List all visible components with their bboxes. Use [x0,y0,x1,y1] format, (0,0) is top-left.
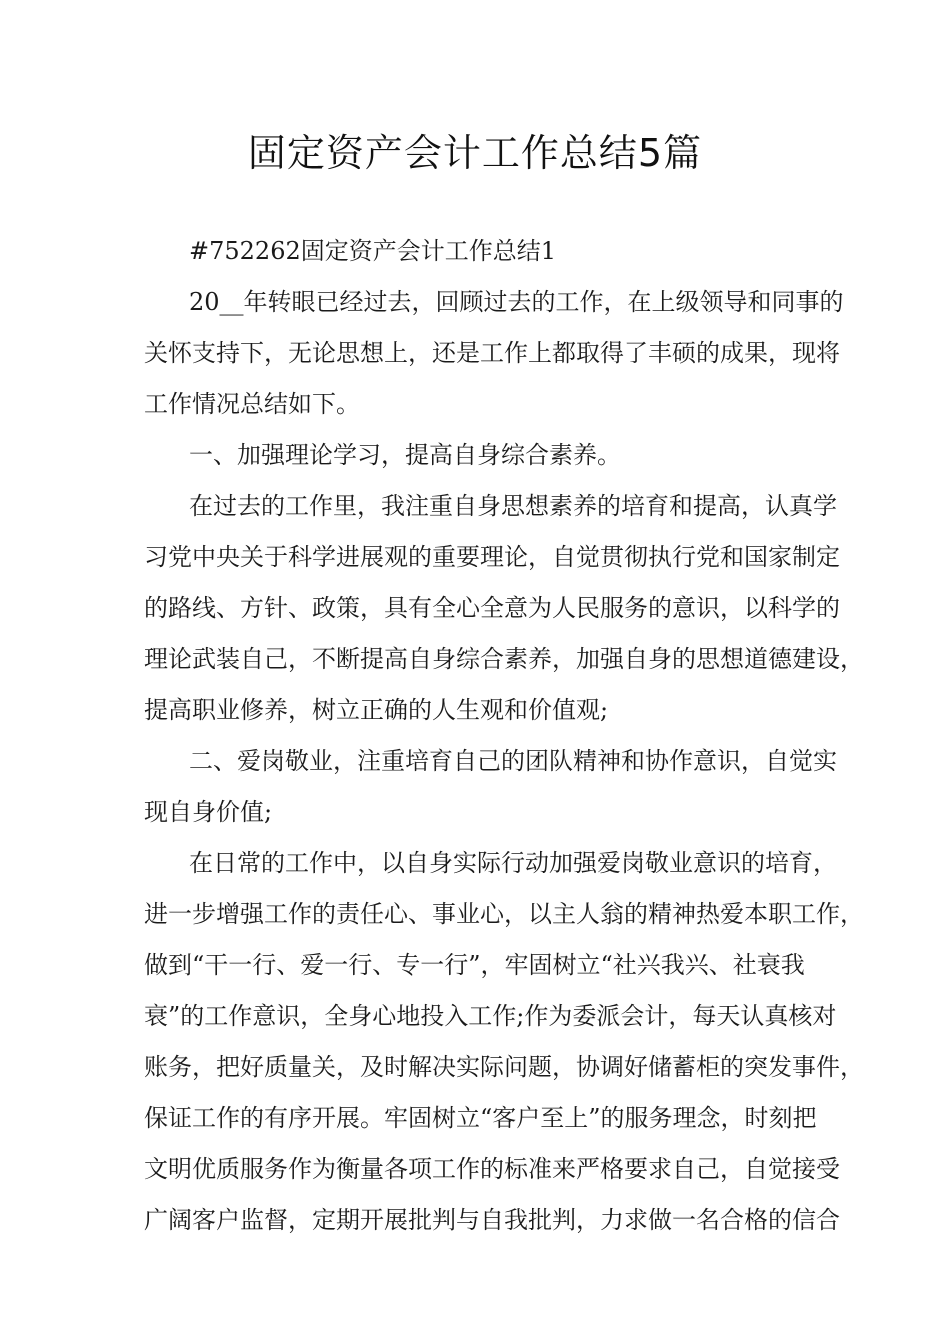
text-line: 在过去的工作里，我注重自身思想素养的培育和提高，认真学 [189,492,837,520]
paragraph-section-2-body [144,838,864,1246]
text-line: #752262固定资产会计工作总结1 [189,237,556,265]
text-line: 20__年转眼已经过去，回顾过去的工作，在上级领导和同事的 [189,288,844,316]
text-line: 理论武装自己，不断提高自身综合素养，加强自身的思想道德建设， [144,645,864,673]
text-line: 工作情况总结如下。 [144,390,360,418]
paragraph-heading-1 [144,226,824,277]
paragraph-section-1-heading [144,430,824,481]
document-body [144,226,864,1246]
text-line: 衰”的工作意识，全身心地投入工作;作为委派会计，每天认真核对 [144,1002,837,1030]
text-line: 做到“干一行、爱一行、专一行”，牢固树立“社兴我兴、社衰我 [144,951,805,979]
document-title: 固定资产会计工作总结5篇 [247,131,703,175]
paragraph-intro [144,277,844,430]
text-line: 的路线、方针、政策，具有全心全意为人民服务的意识，以科学的 [144,594,840,622]
text-line: 保证工作的有序开展。牢固树立“客户至上”的服务理念，时刻把 [144,1104,817,1132]
text-line: 在日常的工作中，以自身实际行动加强爱岗敬业意识的培育， [189,849,837,877]
text-line: 进一步增强工作的责任心、事业心，以主人翁的精神热爱本职工作， [144,900,864,928]
text-line: 广阔客户监督，定期开展批判与自我批判，力求做一名合格的信合 [144,1206,840,1234]
text-line: 关怀支持下，无论思想上，还是工作上都取得了丰硕的成果，现将 [144,339,840,367]
text-line: 习党中央关于科学进展观的重要理论，自觉贯彻执行党和国家制定 [144,543,840,571]
text-line: 现自身价值; [144,798,273,826]
text-line: 一、加强理论学习，提高自身综合素养。 [189,441,621,469]
text-line: 文明优质服务作为衡量各项工作的标准来严格要求自己，自觉接受 [144,1155,840,1183]
text-line: 提高职业修养，树立正确的人生观和价值观; [144,696,609,724]
text-line: 账务，把好质量关，及时解决实际问题，协调好储蓄柜的突发事件， [144,1053,864,1081]
paragraph-section-2-heading [144,736,837,838]
text-line: 二、爱岗敬业，注重培育自己的团队精神和协作意识，自觉实 [189,747,837,775]
paragraph-section-1-body [144,481,864,736]
